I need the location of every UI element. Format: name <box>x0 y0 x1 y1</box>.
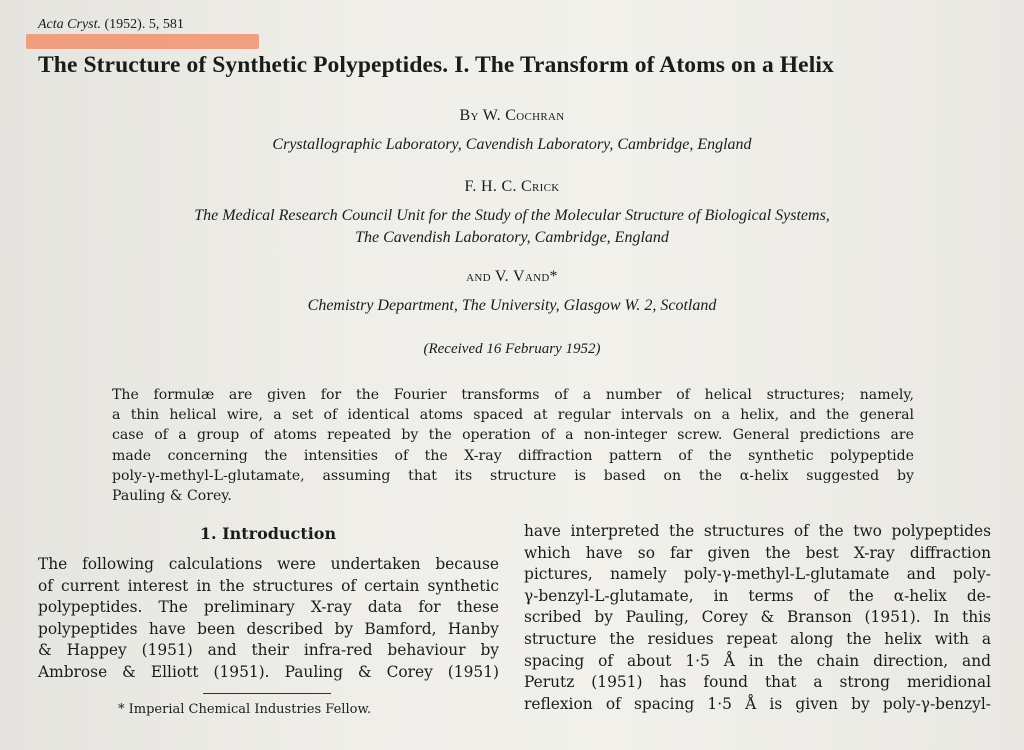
citation-journal: Acta Cryst. <box>38 17 101 32</box>
affiliation-crick-1: The Medical Research Council Unit for the Study of the Molecular Structure of Biological Systems, <box>194 207 830 224</box>
abstract-line: made concerning the intensities of the X-ray diffraction pattern of the synthetic polypeptide <box>112 447 914 464</box>
body-line: γ-benzyl-L-glutamate, in terms of the α-helix de- <box>524 586 991 605</box>
body-line: polypeptides have been described by Bamford, Hanby <box>38 619 499 638</box>
citation-details: (1952). 5, 581 <box>101 17 184 32</box>
abstract-line: a thin helical wire, a set of identical atoms spaced at regular intervals on a helix, and the general <box>112 407 914 424</box>
footnote-rule <box>203 693 331 694</box>
body-line: have interpreted the structures of the two polypeptides <box>524 522 991 540</box>
left-column <box>38 554 499 684</box>
author-cochran: By W. Cochran <box>459 107 565 124</box>
received-date: (Received 16 February 1952) <box>423 341 601 357</box>
footnote: * Imperial Chemical Industries Fellow. <box>118 702 372 717</box>
body-line: structure the residues repeat along the helix with a <box>524 629 991 648</box>
abstract <box>112 385 914 506</box>
affiliation-crick-2: The Cavendish Laboratory, Cambridge, England <box>355 229 669 246</box>
body-line: scribed by Pauling, Corey & Branson (1951). In this <box>524 608 991 627</box>
section-heading: 1. Introduction <box>199 524 337 543</box>
body-line: of current interest in the structures of certain synthetic <box>38 576 499 595</box>
right-column <box>524 521 991 715</box>
body-line: pictures, namely poly-γ-methyl-L-glutamate and poly- <box>524 565 991 584</box>
citation-highlight <box>26 34 259 49</box>
author-vand: and V. Vand* <box>466 268 558 285</box>
body-line: which have so far given the best X-ray diffraction <box>524 543 991 562</box>
abstract-line: The formulæ are given for the Fourier transforms of a number of helical structures; namely, <box>112 387 914 403</box>
citation <box>38 17 184 33</box>
body-line: spacing of about 1·5 Å in the chain direction, and <box>524 651 991 670</box>
body-line: reflexion of spacing 1·5 Å is given by poly-γ-benzyl- <box>524 694 991 713</box>
affiliation-cochran: Crystallographic Laboratory, Cavendish Laboratory, Cambridge, England <box>272 136 752 153</box>
body-line: Perutz (1951) has found that a strong meridional <box>524 673 991 692</box>
abstract-line: case of a group of atoms repeated by the operation of a non-integer screw. General predictions are <box>112 427 914 444</box>
affiliation-vand: Chemistry Department, The University, Glasgow W. 2, Scotland <box>307 297 717 314</box>
abstract-line: poly-γ-methyl-L-glutamate, assuming that its structure is based on the α-helix suggested by <box>112 467 914 484</box>
author-crick: F. H. C. Crick <box>464 178 560 195</box>
body-line: & Happey (1951) and their infra-red behaviour by <box>38 641 499 660</box>
body-line: polypeptides. The preliminary X-ray data for these <box>38 598 499 617</box>
body-line: Ambrose & Elliott (1951). Pauling & Corey (1951) <box>38 662 499 681</box>
abstract-line: Pauling & Corey. <box>112 488 232 505</box>
body-line: The following calculations were undertaken because <box>38 555 499 573</box>
paper-title: The Structure of Synthetic Polypeptides. I. The Transform of Atoms on a Helix <box>38 52 834 78</box>
